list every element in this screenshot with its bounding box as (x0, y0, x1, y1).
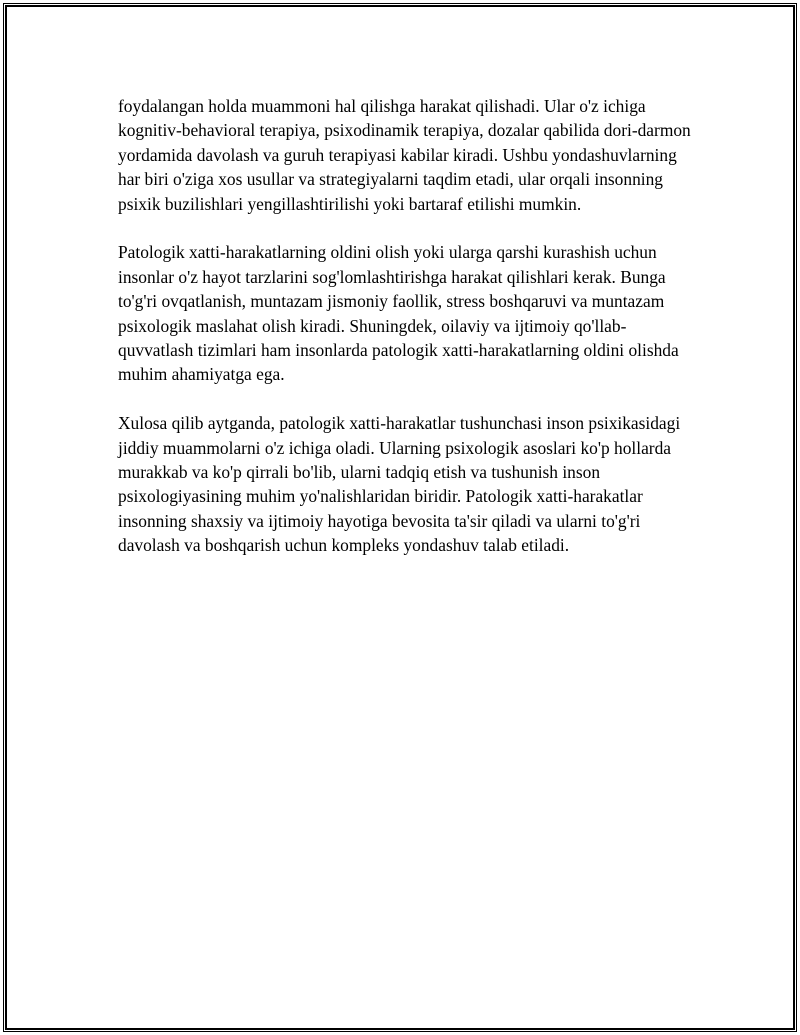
paragraph-prevention: Patologik xatti-harakatlarning oldini olish yoki ularga qarshi kurashish uchun insonlar o'z hayot tarzlarini sog'lomlashtirishga harakat qilishlari kerak. Bunga to'g'ri ovqatlanish, muntazam jismoniy faollik, stress boshqaruvi va muntazam psixologik maslahat olish kiradi. Shuningdek, oilaviy va ijtimoiy qo'llab-quvvatlash tizimlari ham insonlarda patologik xatti-harakatlarning oldini olishda muhim ahamiyatga ega. (118, 242, 679, 385)
paragraph-conclusion: Xulosa qilib aytganda, patologik xatti-harakatlar tushunchasi inson psixikasidagi jiddiy muammolarni o'z ichiga oladi. Ularning psixologik asoslari ko'p hollarda murakkab va ko'p qirrali bo'lib, ularni tadqiq etish va tushunish inson psixologiyasining muhim yo'nalishlaridan biridir. Patologik xatti-harakatlar insonning shaxsiy va ijtimoiy hayotiga bevosita ta'sir qiladi va ularni to'g'ri davolash va boshqarish uchun kompleks yondashuv talab etiladi. (118, 413, 681, 556)
paragraph-treatment-approaches: foydalangan holda muammoni hal qilishga harakat qilishadi. Ular o'z ichiga kognitiv-behavioral terapiya, psixodinamik terapiya, dozalar qabilida dori-darmon yordamida davolash va guruh terapiyasi kabilar kiradi. Ushbu yondashuvlarning har biri o'ziga xos usullar va strategiyalarni taqdim etadi, ular orqali insonning psixik buzilishlari yengillashtirilishi yoki bartaraf etilishi mumkin. (118, 96, 691, 214)
document-body (118, 94, 698, 582)
